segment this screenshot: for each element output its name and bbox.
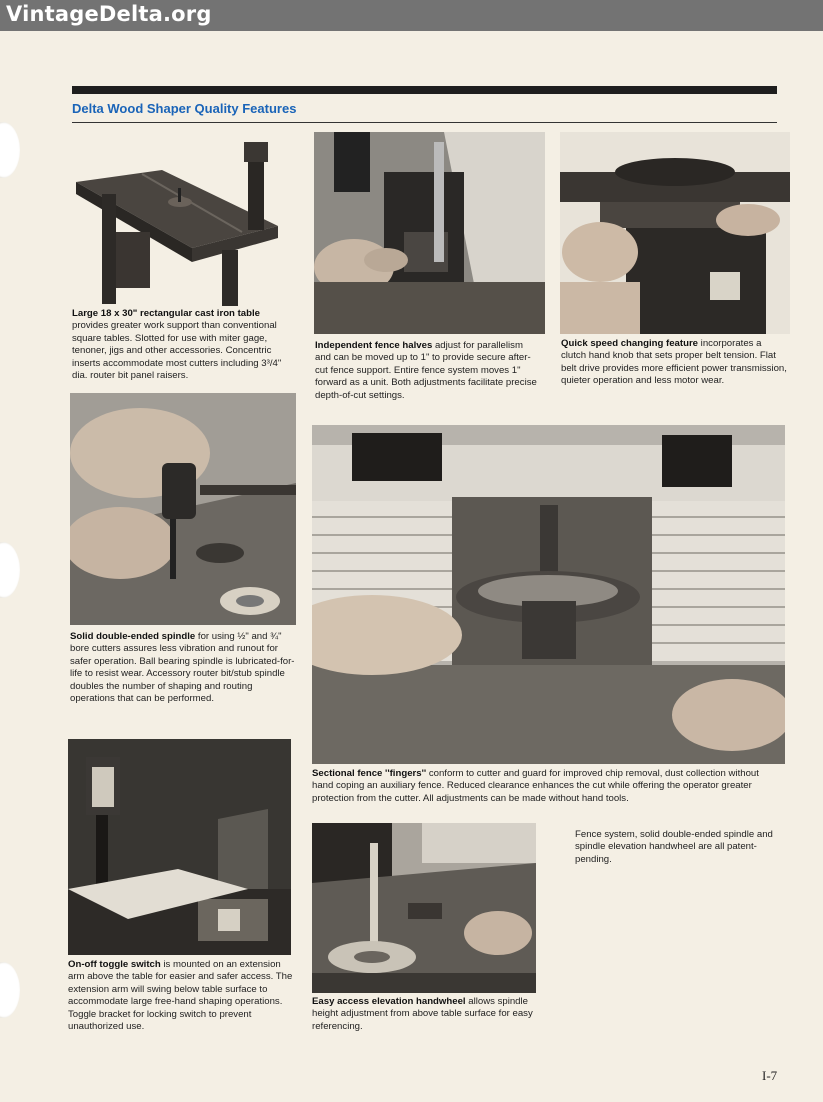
caption-toggle	[68, 959, 294, 1033]
caption-speed	[561, 338, 787, 388]
caption-sectional-heading: Sectional fence ''fingers''	[312, 768, 427, 779]
caption-sectional	[312, 768, 782, 805]
section-title: Delta Wood Shaper Quality Features	[72, 101, 297, 116]
caption-fence	[315, 340, 537, 402]
caption-spindle	[70, 631, 296, 705]
header-divider	[72, 122, 777, 123]
caption-sectional-body: conform to cutter and guard for improved chip removal, dust collection without hand coping an auxiliary fence. Reduced clearance enhances the cut while offering the operator greater protection from the cutter. All adjustments can be made without hand tools.	[312, 768, 759, 804]
caption-toggle-body: is mounted on an extension arm above the table for easier and safer access. The extension arm will swing below table surface to accommodate large free-hand shaping operations. Toggle bracket for locking switch to prevent unauthorized use.	[68, 959, 293, 1033]
site-watermark: VintageDelta.org	[6, 2, 212, 26]
caption-toggle-heading: On-off toggle switch	[68, 959, 161, 970]
punch-hole	[0, 122, 20, 178]
caption-spindle-body: for using ½" and ¾" bore cutters assures less vibration and runout for safer operation. Ball bearing spindle is lubricated-for-life to resist wear. Accessory router bit/stub spindle doubles the number of shaping and routing operations that can be performed.	[70, 631, 295, 705]
caption-fence-body: adjust for parallelism and can be moved up to 1" to provide secure after-cut fence support. Entire fence system moves 1" forward as a unit. Both adjustments facilitate precise depth-of-cut settings.	[315, 340, 537, 401]
punch-hole	[0, 542, 20, 598]
caption-table-heading: Large 18 x 30" rectangular cast iron table	[72, 308, 260, 319]
speed-photo	[560, 132, 790, 334]
caption-spindle-heading: Solid double-ended spindle	[70, 631, 196, 642]
caption-speed-heading: Quick speed changing feature	[561, 338, 699, 349]
page-number: I-7	[762, 1068, 778, 1083]
fence-photo	[314, 132, 545, 334]
caption-handwheel-heading: Easy access elevation handwheel	[312, 996, 466, 1007]
sectional-fence-photo	[312, 425, 785, 764]
caption-table	[72, 308, 298, 382]
site-watermark-bar	[0, 0, 823, 31]
header-rule	[72, 86, 777, 94]
punch-hole	[0, 962, 20, 1018]
handwheel-photo	[312, 823, 536, 993]
caption-handwheel-body: allows spindle height adjustment from above table surface for easy referencing.	[312, 996, 533, 1032]
caption-handwheel	[312, 996, 538, 1033]
caption-fence-heading: Independent fence halves	[315, 340, 433, 351]
table-photo	[72, 132, 282, 306]
patent-note: Fence system, solid double-ended spindle and spindle elevation handwheel are all patent-pending.	[575, 829, 773, 865]
caption-table-body: provides greater work support than conventional square tables. Slotted for use with miter gage, tenoner, jigs and other accessories. Concentric inserts accommodate most cutters including 3³/4" dia. router bit panel raisers.	[72, 320, 282, 382]
caption-speed-body: incorporates a clutch hand knob that sets proper belt tension. Flat belt drive provides more efficient power transmission, quieter operation and less motor wear.	[561, 338, 787, 387]
toggle-photo	[68, 739, 291, 955]
spindle-photo	[70, 393, 296, 625]
